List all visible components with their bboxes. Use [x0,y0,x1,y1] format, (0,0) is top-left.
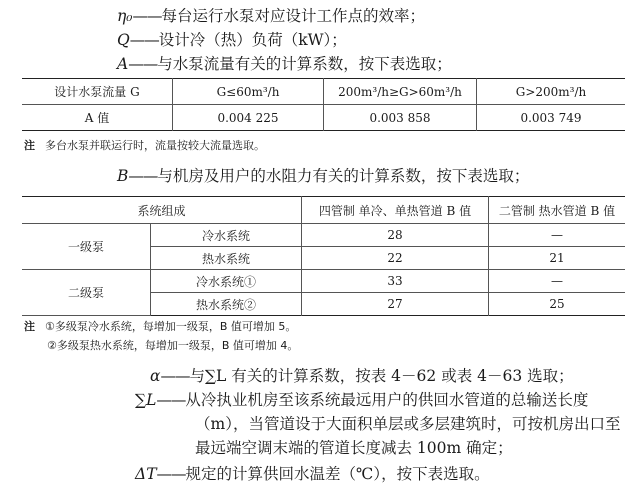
def-sigma-line-2: （m），当管道设于大面积单层或多层建筑时，可按机房出口至 [195,415,621,433]
table-b-cell: 27 [302,293,489,316]
dash: —— [156,465,186,483]
def-sigma-line-1: 从冷执业机房至该系统最远用户的供回水管道的总输送长度 [185,391,589,409]
table-b-header-system: 系统组成 [22,197,302,224]
def-dt-text: 规定的计算供回水温差（℃），按下表选取。 [185,465,490,483]
table-a-cell: 0.003 749 [520,110,582,125]
table-b-header-four-pipe: 四管制 单冷、单热管道 B 值 [302,197,489,224]
note-label: 注 [24,320,35,333]
symbol-dt: ΔT [135,465,157,483]
table-b-system: 热水系统 [151,247,302,270]
table-a-cell: 0.004 225 [173,105,324,131]
table-row [22,197,625,224]
table-b [22,196,625,316]
symbol-sigma: ∑L [135,391,157,409]
dash: —— [128,167,158,185]
note-b-line-1: ①多级泵冷水系统，每增加一级泵，B 值可增加 5。 [45,320,297,333]
symbol-q: Q [117,31,130,49]
note-b-line-2: ②多级泵热水系统，每增加一级泵，B 值可增加 4。 [47,339,299,352]
table-b-group: 一级泵 [22,224,151,270]
table-a-header-mid: 200m³/h≥G>60m³/h [324,79,477,105]
table-a-header-flow: 设计水泵流量 G [22,79,173,105]
table-row [22,105,625,131]
table-b-cell: 21 [489,247,626,270]
table-a [22,78,625,131]
table-row [22,270,625,293]
dash: —— [128,55,158,73]
def-sigma-line-3: 最远端空调末端的管道长度减去 100m 确定； [195,439,513,457]
dash: —— [156,391,186,409]
table-row [22,79,625,105]
dash: —— [132,7,162,25]
def-b [117,164,529,186]
note-a [24,137,265,153]
table-b-cell: — [489,224,626,247]
table-b-system: 冷水系统① [151,270,302,293]
def-a [117,52,452,74]
table-a-row-label: A 值 [22,105,173,131]
table-a-header-low: G≤60m³/h [173,79,324,105]
table-b-cell: 25 [549,297,565,311]
symbol-a: A [117,55,129,73]
symbol-alpha: α [150,367,161,385]
symbol-eta: η₀ [117,7,133,25]
def-alpha-text: 与∑L 有关的计算系数，按表 4－62 或表 4－63 选取； [189,367,574,385]
dash: —— [129,31,159,49]
def-eta [117,4,425,26]
table-row [22,224,625,247]
note-b-2 [47,337,298,353]
def-sigma-2 [195,412,620,434]
table-b-cell: — [489,270,626,293]
note-b [24,318,296,334]
note-label: 注 [24,139,35,152]
table-a-header-high: G>200m³/h [477,79,626,105]
def-dt [135,462,490,484]
table-b-header-two-pipe: 二管制 热水管道 B 值 [489,197,626,224]
table-a-cell: 0.003 858 [324,105,477,131]
note-a-text: 多台水泵并联运行时，流量按较大流量选取。 [45,139,265,152]
def-q [117,28,347,50]
def-alpha [150,364,574,386]
table-b-system: 冷水系统 [151,224,302,247]
dash: —— [160,367,190,385]
def-sigma [135,388,588,410]
table-b-cell: 22 [302,247,489,270]
table-b-cell: 28 [302,224,489,247]
table-b-system: 热水系统② [151,293,302,316]
def-b-text: 与机房及用户的水阻力有关的计算系数，按下表选取； [157,167,530,185]
table-b-cell: 33 [302,270,489,293]
table-b-group: 二级泵 [22,270,151,316]
def-sigma-3 [195,436,513,458]
symbol-b: B [117,167,129,185]
def-q-text: 设计冷（热）负荷（kW）； [158,31,347,49]
def-eta-text: 每台运行水泵对应设计工作点的效率； [161,7,426,25]
def-a-text: 与水泵流量有关的计算系数，按下表选取； [157,55,452,73]
